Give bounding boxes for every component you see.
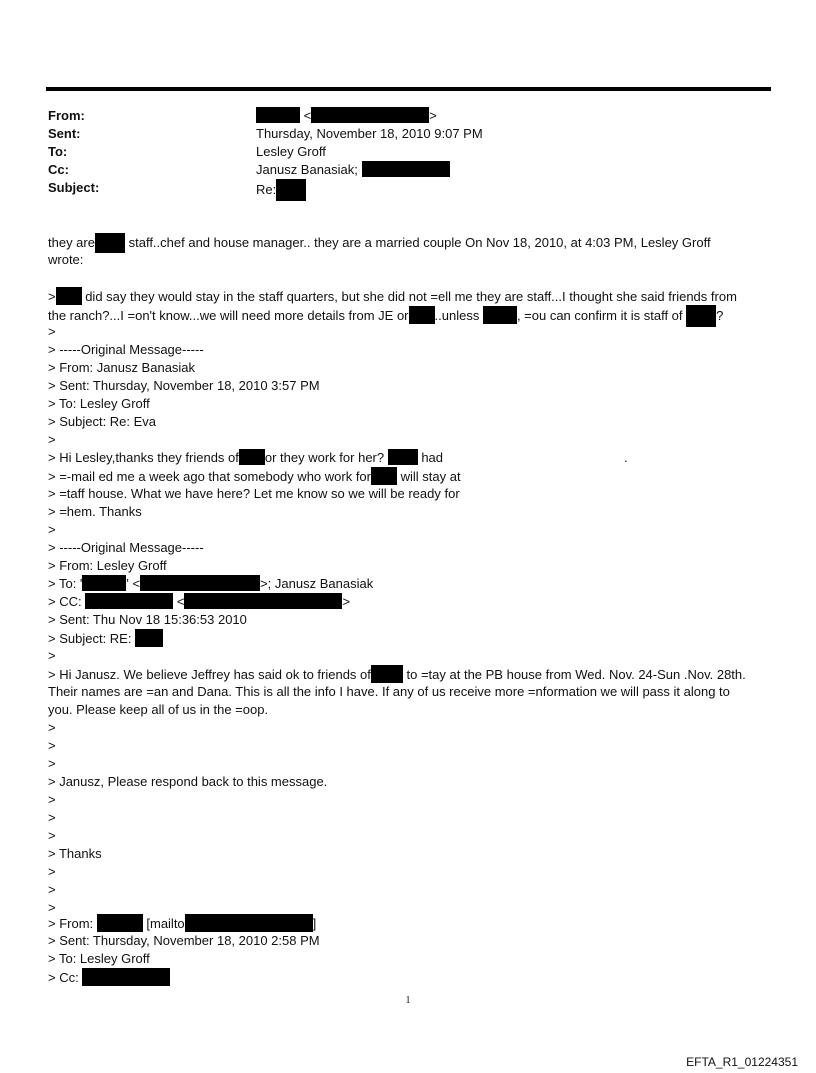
quoted-line: > CC: < > — [48, 594, 351, 609]
redaction — [256, 107, 300, 123]
quoted-line: > — [48, 864, 56, 879]
subject-value: Re: — [256, 179, 306, 201]
quoted-line: > From: [mailto ] — [48, 916, 317, 931]
quoted-line: > To: Lesley Groff — [48, 951, 150, 966]
redaction — [82, 968, 170, 986]
page-number: 1 — [405, 995, 411, 1006]
redaction — [311, 107, 429, 123]
redaction — [239, 449, 265, 465]
quoted-line: > — [48, 648, 56, 663]
quoted-line: > =hem. Thanks — [48, 504, 142, 519]
redaction — [276, 179, 306, 201]
cc-value: Janusz Banasiak; — [256, 161, 450, 179]
redaction — [371, 467, 397, 485]
redaction — [140, 575, 260, 591]
body-line: wrote: — [48, 252, 84, 267]
quoted-line: > =-mail ed me a week ago that somebody who work for will stay at — [48, 469, 461, 484]
from-label: From: — [48, 108, 85, 123]
quoted-line: > — [48, 828, 56, 843]
quoted-line: > Janusz, Please respond back to this message. — [48, 774, 328, 789]
quoted-line: you. Please keep all of us in the =oop. — [48, 702, 269, 717]
sent-value: Thursday, November 18, 2010 9:07 PM — [256, 126, 483, 141]
quoted-line: > Subject: Re: Eva — [48, 414, 157, 429]
redaction — [686, 305, 716, 327]
quoted-line: > Sent: Thu Nov 18 15:36:53 2010 — [48, 612, 247, 627]
redaction — [362, 161, 450, 177]
redaction — [82, 575, 126, 591]
redaction — [483, 306, 517, 324]
redaction — [409, 306, 435, 324]
quoted-line: the ranch?...I =on't know...we will need more details from JE or ..unless , =ou can confirm it is staff of ? — [48, 305, 723, 327]
quoted-line: Their names are =an and Dana. This is all the info I have. If any of us receive more =nformation we will pass it along to — [48, 684, 730, 699]
quoted-line: > Thanks — [48, 846, 102, 861]
quoted-line: > -----Original Message----- — [48, 540, 204, 555]
quoted-line: > — [48, 810, 56, 825]
quoted-line: > =taff house. What we have here? Let me know so we will be ready for — [48, 486, 460, 501]
bates-number: EFTA_R1_01224351 — [686, 1055, 798, 1069]
quoted-line: > Subject: RE: — [48, 629, 163, 648]
quoted-line: > Sent: Thursday, November 18, 2010 2:58 PM — [48, 933, 320, 948]
redaction — [135, 629, 163, 647]
cc-label: Cc: — [48, 162, 69, 177]
quoted-line: > — [48, 324, 56, 339]
quoted-line: > — [48, 522, 56, 537]
quoted-line: > To: Lesley Groff — [48, 396, 150, 411]
quoted-line: > From: Lesley Groff — [48, 558, 167, 573]
header-divider — [46, 87, 771, 91]
redaction — [56, 287, 82, 305]
from-value: < > — [256, 107, 437, 125]
redaction — [184, 593, 342, 609]
quoted-line: > — [48, 738, 56, 753]
quoted-line: > From: Janusz Banasiak — [48, 360, 196, 375]
quoted-line: > Hi Janusz. We believe Jeffrey has said ok to friends of to =tay at the PB house from Wed. Nov. 24-Sun .Nov. 28th. — [48, 667, 746, 682]
quoted-line: > Hi Lesley,thanks they friends of or they work for her? had — [48, 450, 444, 465]
redaction — [95, 233, 125, 253]
redaction — [85, 593, 173, 609]
quoted-line: > Sent: Thursday, November 18, 2010 3:57 PM — [48, 378, 320, 393]
quoted-line: > -----Original Message----- — [48, 342, 204, 357]
redaction — [185, 914, 313, 932]
stray-dot: . — [624, 450, 628, 465]
to-value: Lesley Groff — [256, 144, 326, 159]
redaction — [97, 914, 143, 932]
quoted-line: > — [48, 900, 56, 915]
redaction — [371, 665, 403, 683]
to-label: To: — [48, 144, 68, 159]
quoted-line: > — [48, 720, 56, 735]
body-line: they are staff..chef and house manager.. they are a married couple On Nov 18, 2010, at 4:03 PM, Lesley Groff — [48, 233, 711, 253]
redaction — [388, 449, 418, 465]
quoted-line: > did say they would stay in the staff quarters, but she did not =ell me they are staff...I thought she said friends from — [48, 289, 737, 304]
quoted-line: > Cc: — [48, 968, 170, 987]
quoted-line: > — [48, 792, 56, 807]
quoted-line: > — [48, 882, 56, 897]
quoted-line: > — [48, 756, 56, 771]
sent-label: Sent: — [48, 126, 81, 141]
subject-label: Subject: — [48, 180, 100, 195]
quoted-line: > To: ' ' < >; Janusz Banasiak — [48, 576, 374, 591]
quoted-line: > — [48, 432, 56, 447]
